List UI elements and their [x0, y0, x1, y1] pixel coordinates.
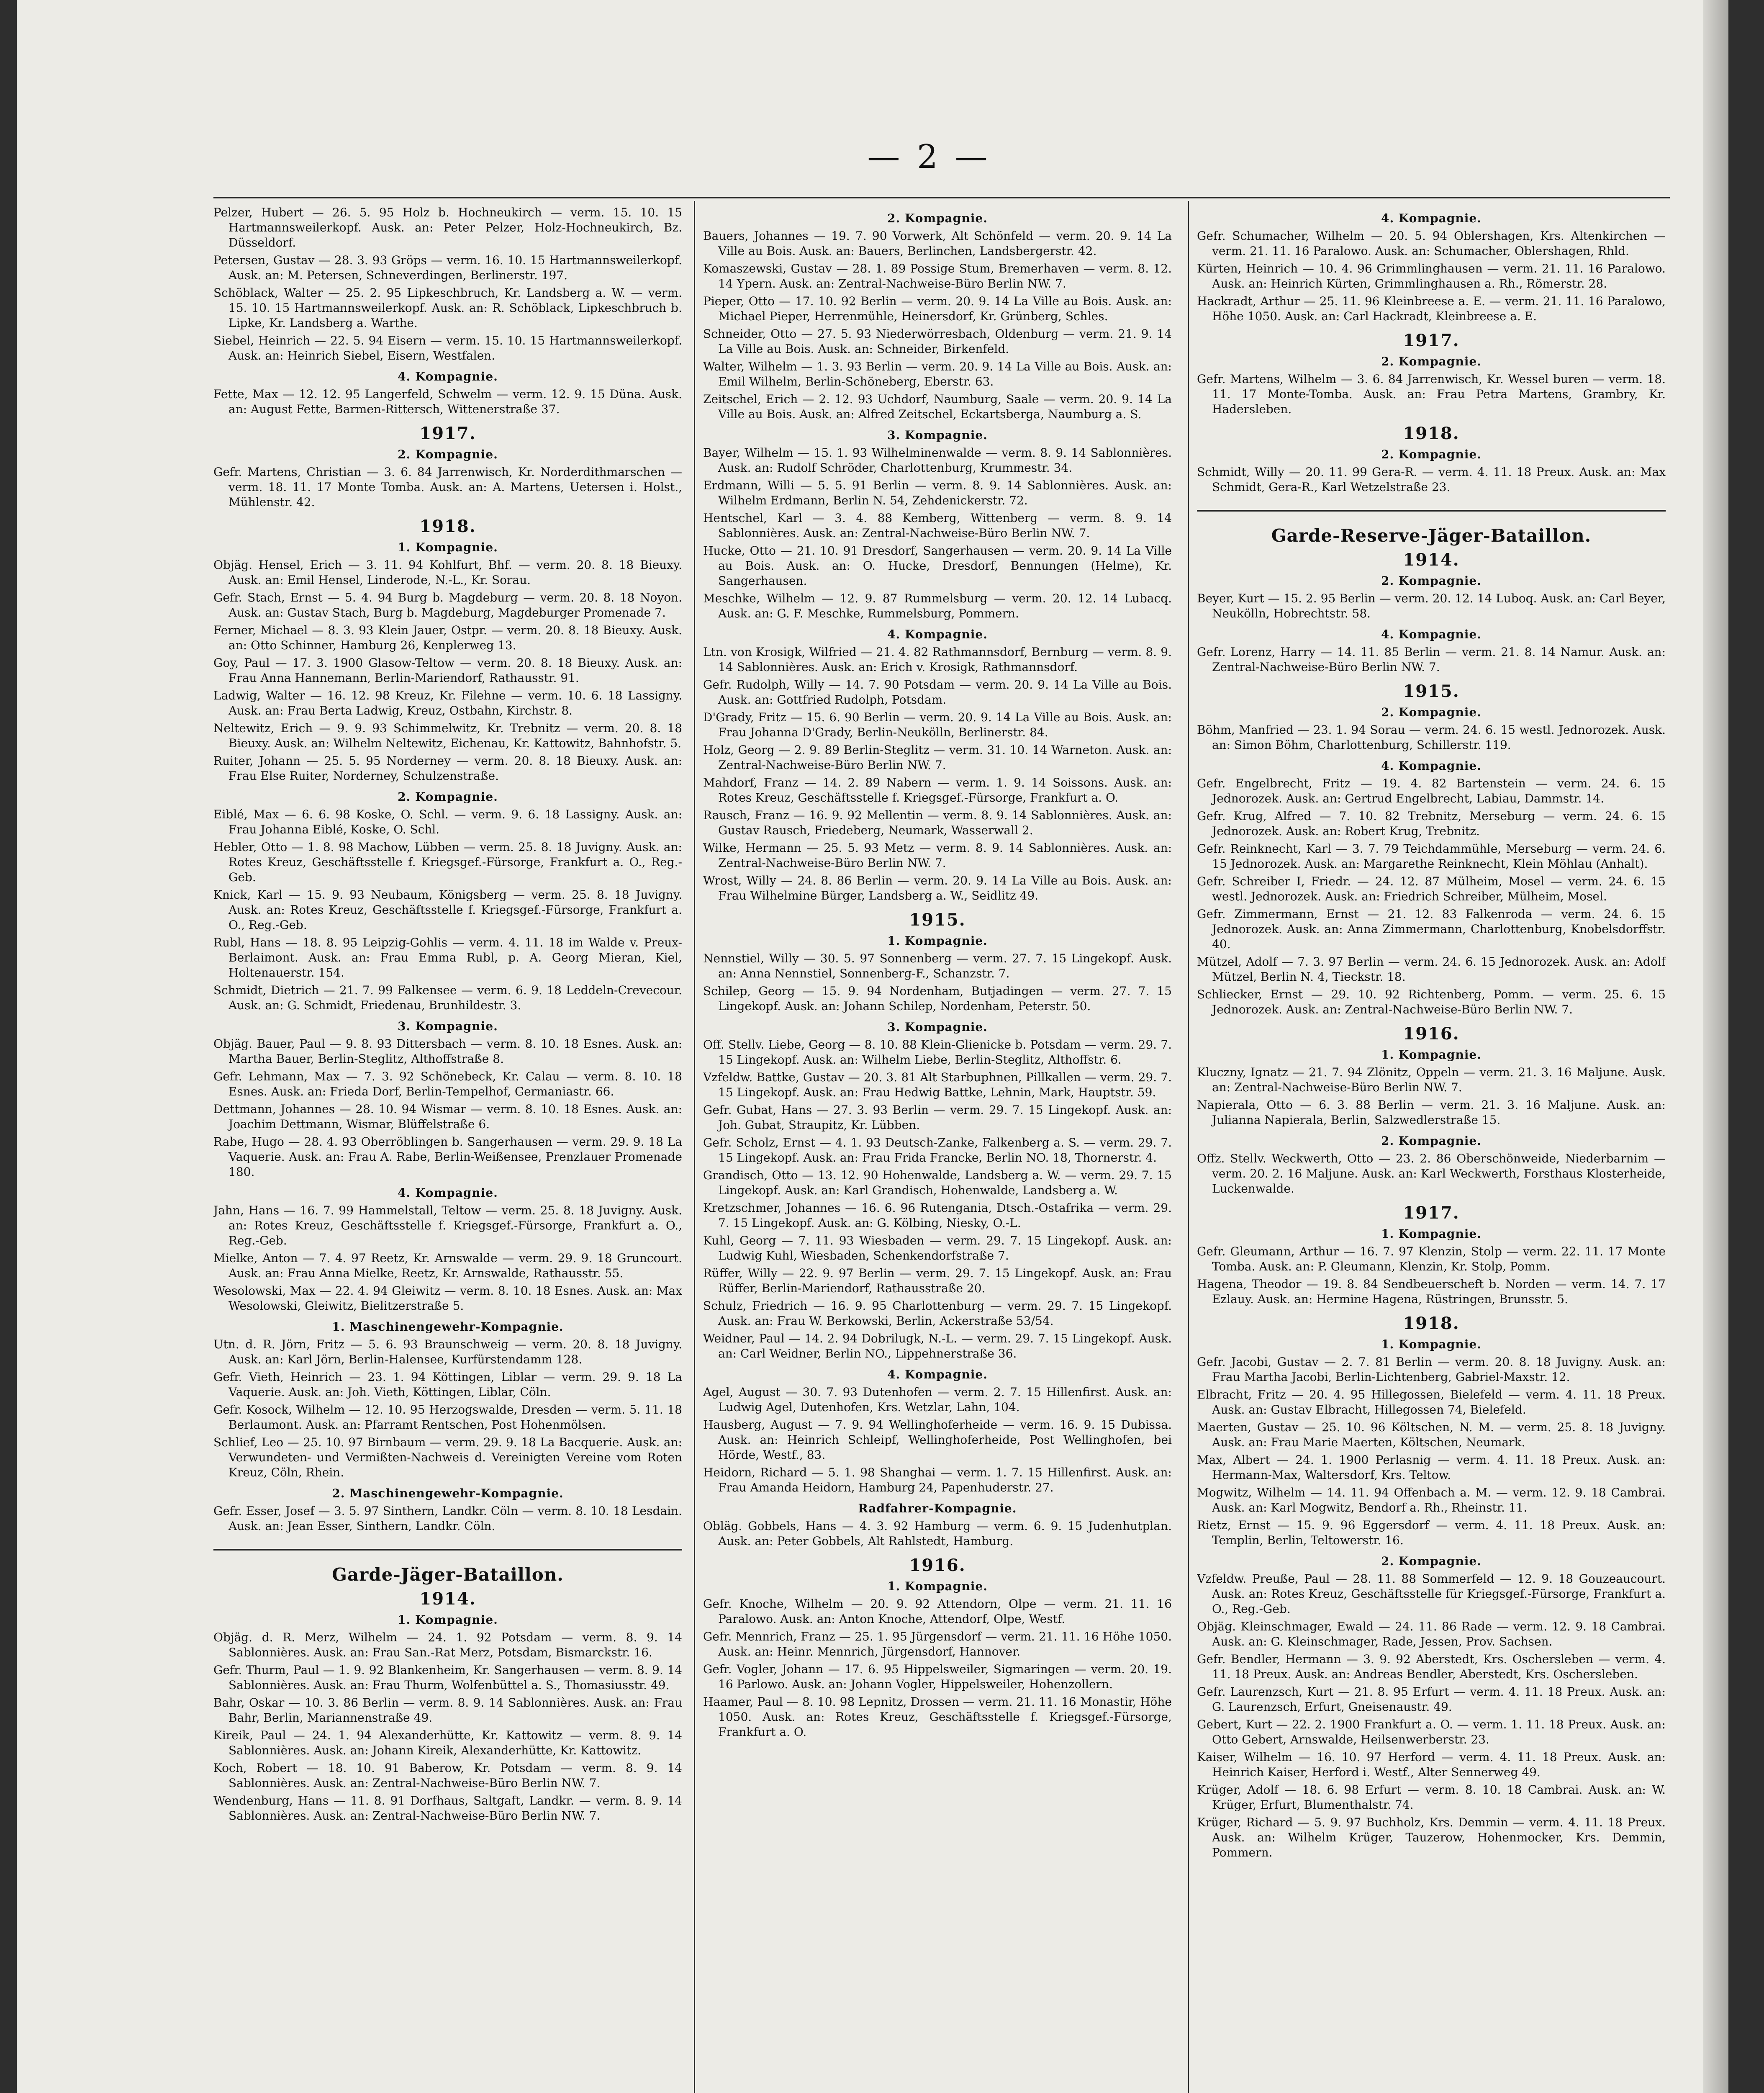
section-rule — [1197, 510, 1666, 512]
casualty-entry: Kluczny, Ignatz — 21. 7. 94 Zlönitz, Oppeln — verm. 21. 3. 16 Maljune. Ausk. an: Zentral-Nachweise-Büro Berlin NW. 7. — [1197, 1065, 1666, 1094]
casualty-entry: Jahn, Hans — 16. 7. 99 Hammelstall, Teltow — verm. 25. 8. 18 Juvigny. Ausk. an: Rotes Kreuz, Geschäftsstelle f. Kriegsgef.-Fürsorge, Frankfurt a. O., Reg.-Geb. — [213, 1203, 682, 1247]
casualty-entry: Gefr. Vieth, Heinrich — 23. 1. 94 Köttingen, Liblar — verm. 29. 9. 18 La Vaquerie. Ausk. an: Joh. Vieth, Köttingen, Liblar, Cöln. — [213, 1370, 682, 1399]
casualty-entry: Kretzschmer, Johannes — 16. 6. 96 Rutengania, Dtsch.-Ostafrika — verm. 29. 7. 15 Lingekopf. Ausk. an: G. Kölbing, Niesky, O.-L. — [703, 1201, 1172, 1230]
casualty-entry: Gefr. Zimmermann, Ernst — 21. 12. 83 Falkenroda — verm. 24. 6. 15 Jednorozek. Ausk. an: Anna Zimmermann, Charlottenburg, Knobelsdorffstr. 40. — [1197, 907, 1666, 951]
year-heading: 1915. — [909, 910, 966, 930]
casualty-entry: Gefr. Scholz, Ernst — 4. 1. 93 Deutsch-Zanke, Falkenberg a. S. — verm. 29. 7. 15 Lingekopf. Ausk. an: Frau Frida Francke, Berlin NO. 18, Thornerstr. 4. — [703, 1136, 1172, 1165]
casualty-entry: Vzfeldw. Preuße, Paul — 28. 11. 88 Sommerfeld — 12. 9. 18 Gouzeaucourt. Ausk. an: Rotes Kreuz, Geschäftsstelle für Kriegsgef.-Fürsorge, Frankfurt a. O., Reg.-Geb. — [1197, 1572, 1666, 1616]
casualty-entry: Schulz, Friedrich — 16. 9. 95 Charlottenburg — verm. 29. 7. 15 Lingekopf. Ausk. an: Frau W. Berkowski, Berlin, Ackerstraße 53/54. — [703, 1299, 1172, 1328]
casualty-entry: Gefr. Krug, Alfred — 7. 10. 82 Trebnitz, Merseburg — verm. 24. 6. 15 Jednorozek. Ausk. an: Robert Krug, Trebnitz. — [1197, 809, 1666, 838]
casualty-entry: Rausch, Franz — 16. 9. 92 Mellentin — verm. 8. 9. 14 Sablonnières. Ausk. an: Gustav Rausch, Friedeberg, Neumark, Wasserwall 2. — [703, 808, 1172, 837]
company-heading: 1. Kompagnie. — [398, 1613, 498, 1627]
company-heading: 1. Kompagnie. — [887, 1579, 988, 1593]
casualty-entry: Böhm, Manfried — 23. 1. 94 Sorau — verm. 24. 6. 15 westl. Jednorozek. Ausk. an: Simon Böhm, Charlottenburg, Schillerstr. 119. — [1197, 723, 1666, 752]
casualty-entry: Krüger, Richard — 5. 9. 97 Buchholz, Krs. Demmin — verm. 4. 11. 18 Preux. Ausk. an: Wilhelm Krüger, Tauzerow, Hohenmocker, Krs. Demmin, Pommern. — [1197, 1815, 1666, 1859]
casualty-entry: Napierala, Otto — 6. 3. 88 Berlin — verm. 21. 3. 16 Maljune. Ausk. an: Julianna Napierala, Berlin, Salzwedlerstraße 15. — [1197, 1098, 1666, 1127]
casualty-entry: Maerten, Gustav — 25. 10. 96 Költschen, N. M. — verm. 25. 8. 18 Juvigny. Ausk. an: Frau Marie Maerten, Költschen, Neumark. — [1197, 1420, 1666, 1449]
company-heading: 4. Kompagnie. — [1381, 759, 1482, 773]
casualty-entry: Gefr. Schreiber I, Friedr. — 24. 12. 87 Mülheim, Mosel — verm. 24. 6. 15 westl. Jednorozek. Ausk. an: Friedrich Schreiber, Mülheim, Mosel. — [1197, 874, 1666, 903]
casualty-entry: Grandisch, Otto — 13. 12. 90 Hohenwalde, Landsberg a. W. — verm. 29. 7. 15 Lingekopf. Ausk. an: Karl Grandisch, Hohenwalde, Landsberg a. W. — [703, 1168, 1172, 1197]
casualty-entry: Rabe, Hugo — 28. 4. 93 Oberröblingen b. Sangerhausen — verm. 29. 9. 18 La Vaquerie. Ausk. an: Frau A. Rabe, Berlin-Weißensee, Prenzlauer Promenade 180. — [213, 1135, 682, 1179]
column-divider — [1188, 201, 1189, 2093]
casualty-entry: Ruiter, Johann — 25. 5. 95 Norderney — verm. 20. 8. 18 Bieuxy. Ausk. an: Frau Else Ruiter, Norderney, Schulzenstraße. — [213, 754, 682, 783]
company-heading: 2. Kompagnie. — [1381, 1134, 1482, 1148]
company-heading: 1. Maschinengewehr-Kompagnie. — [332, 1320, 564, 1334]
company-heading: 3. Kompagnie. — [887, 428, 988, 442]
company-heading: Radfahrer-Kompagnie. — [858, 1502, 1017, 1515]
casualty-entry: Gefr. Knoche, Wilhelm — 20. 9. 92 Attendorn, Olpe — verm. 21. 11. 16 Paralowo. Ausk. an: Anton Knoche, Attendorf, Olpe, Westf. — [703, 1597, 1172, 1626]
casualty-entry: Krüger, Adolf — 18. 6. 98 Erfurt — verm. 8. 10. 18 Cambrai. Ausk. an: W. Krüger, Erfurt, Blumenthalstr. 74. — [1197, 1783, 1666, 1812]
casualty-entry: Mogwitz, Wilhelm — 14. 11. 94 Offenbach a. M. — verm. 12. 9. 18 Cambrai. Ausk. an: Karl Mogwitz, Bendorf a. Rh., Rheinstr. 11. — [1197, 1486, 1666, 1514]
year-heading: 1916. — [1403, 1024, 1460, 1044]
casualty-entry: Zeitschel, Erich — 2. 12. 93 Uchdorf, Naumburg, Saale — verm. 20. 9. 14 La Ville au Bois. Ausk. an: Alfred Zeitschel, Eckartsberga, Naumburg a. S. — [703, 392, 1172, 421]
battalion-title: Garde-Reserve-Jäger-Bataillon. — [1271, 525, 1592, 546]
casualty-entry: Schlief, Leo — 25. 10. 97 Birnbaum — verm. 29. 9. 18 La Bacquerie. Ausk. an: Verwundeten- und Vermißten-Nachweis d. Vereinigten Vereine vom Roten Kreuz, Cöln, Rhein. — [213, 1435, 682, 1479]
casualty-entry: Mielke, Anton — 7. 4. 97 Reetz, Kr. Arnswalde — verm. 29. 9. 18 Gruncourt. Ausk. an: Frau Anna Mielke, Reetz, Kr. Arnswalde, Rathausstr. 55. — [213, 1251, 682, 1280]
casualty-entry: Wrost, Willy — 24. 8. 86 Berlin — verm. 20. 9. 14 La Ville au Bois. Ausk. an: Frau Wilhelmine Bürger, Landsberg a. W., Seidlitz 49. — [703, 874, 1172, 903]
company-heading: 2. Kompagnie. — [1381, 574, 1482, 588]
casualty-entry: Mahdorf, Franz — 14. 2. 89 Nabern — verm. 1. 9. 14 Soissons. Ausk. an: Rotes Kreuz, Geschäftsstelle f. Kriegsgef.-Fürsorge, Frankfurt a. O. — [703, 776, 1172, 805]
company-heading: 1. Kompagnie. — [398, 540, 498, 554]
casualty-entry: Wesolowski, Max — 22. 4. 94 Gleiwitz — verm. 8. 10. 18 Esnes. Ausk. an: Max Wesolowski, Gleiwitz, Bielitzerstraße 5. — [213, 1284, 682, 1313]
casualty-entry: Objäg. Hensel, Erich — 3. 11. 94 Kohlfurt, Bhf. — verm. 20. 8. 18 Bieuxy. Ausk. an: Emil Hensel, Linderode, N.-L., Kr. Sorau. — [213, 558, 682, 587]
company-heading: 2. Kompagnie. — [1381, 355, 1482, 368]
casualty-entry: Fette, Max — 12. 12. 95 Langerfeld, Schwelm — verm. 12. 9. 15 Düna. Ausk. an: August Fette, Barmen-Rittersch, Wittenerstraße 37. — [213, 387, 682, 416]
casualty-entry: Gefr. Thurm, Paul — 1. 9. 92 Blankenheim, Kr. Sangerhausen — verm. 8. 9. 14 Sablonnières. Ausk. an: Frau Thurm, Wolfenbüttel a. S., Thomasiusstr. 49. — [213, 1663, 682, 1692]
casualty-entry: Obläg. Gobbels, Hans — 4. 3. 92 Hamburg — verm. 6. 9. 15 Judenhutplan. Ausk. an: Peter Gobbels, Alt Rahlstedt, Hamburg. — [703, 1519, 1172, 1548]
casualty-entry: Kuhl, Georg — 7. 11. 93 Wiesbaden — verm. 29. 7. 15 Lingekopf. Ausk. an: Ludwig Kuhl, Wiesbaden, Schenkendorfstraße 7. — [703, 1234, 1172, 1262]
casualty-entry: Meschke, Wilhelm — 12. 9. 87 Rummelsburg — verm. 20. 12. 14 Lubacq. Ausk. an: G. F. Meschke, Rummelsburg, Pommern. — [703, 591, 1172, 620]
page-edge-shadow — [1703, 0, 1728, 2093]
casualty-entry: Gefr. Laurenzsch, Kurt — 21. 8. 95 Erfurt — verm. 4. 11. 18 Preux. Ausk. an: G. Laurenzsch, Erfurt, Gneisenaustr. 49. — [1197, 1685, 1666, 1714]
casualty-entry: Schmidt, Willy — 20. 11. 99 Gera-R. — verm. 4. 11. 18 Preux. Ausk. an: Max Schmidt, Gera-R., Karl Wetzelstraße 23. — [1197, 465, 1666, 494]
column-divider — [694, 201, 695, 2093]
casualty-entry: Gefr. Jacobi, Gustav — 2. 7. 81 Berlin — verm. 20. 8. 18 Juvigny. Ausk. an: Frau Martha Jacobi, Berlin-Lichtenberg, Gabriel-Maxstr. 12. — [1197, 1355, 1666, 1384]
casualty-entry: Wilke, Hermann — 25. 5. 93 Metz — verm. 8. 9. 14 Sablonnières. Ausk. an: Zentral-Nachweise-Büro Berlin NW. 7. — [703, 841, 1172, 870]
section-rule — [213, 1549, 682, 1550]
company-heading: 2. Maschinengewehr-Kompagnie. — [332, 1486, 564, 1500]
casualty-entry: Bayer, Wilhelm — 15. 1. 93 Wilhelminenwalde — verm. 8. 9. 14 Sablonnières. Ausk. an: Rudolf Schröder, Charlottenburg, Krummestr. 34. — [703, 446, 1172, 475]
year-heading: 1914. — [419, 1589, 476, 1609]
casualty-entry: Gefr. Gubat, Hans — 27. 3. 93 Berlin — verm. 29. 7. 15 Lingekopf. Ausk. an: Joh. Gubat, Straupitz, Kr. Lübben. — [703, 1103, 1172, 1132]
casualty-entry: Agel, August — 30. 7. 93 Dutenhofen — verm. 2. 7. 15 Hillenfirst. Ausk. an: Ludwig Agel, Dutenhofen, Krs. Wetzlar, Lahn, 104. — [703, 1385, 1172, 1414]
casualty-entry: Gefr. Martens, Christian — 3. 6. 84 Jarrenwisch, Kr. Norderdithmarschen — verm. 18. 11. 17 Monte Tomba. Ausk. an: A. Martens, Uetersen i. Holst., Mühlenstr. 42. — [213, 465, 682, 509]
casualty-entry: Gefr. Kosock, Wilhelm — 12. 10. 95 Herzogswalde, Dresden — verm. 5. 11. 18 Berlaumont. Ausk. an: Pfarramt Rentschen, Post Hohenmölsen. — [213, 1403, 682, 1432]
company-heading: 2. Kompagnie. — [1381, 1554, 1482, 1568]
casualty-entry: Pelzer, Hubert — 26. 5. 95 Holz b. Hochneukirch — verm. 15. 10. 15 Hartmannsweilerkopf. Ausk. an: Peter Pelzer, Holz-Hochneukirch, Bz. Düsseldorf. — [213, 206, 682, 249]
casualty-entry: Pieper, Otto — 17. 10. 92 Berlin — verm. 20. 9. 14 La Ville au Bois. Ausk. an: Michael Pieper, Herrenmühle, Heinersdorf, Kr. Grünberg, Schles. — [703, 294, 1172, 323]
year-heading: 1914. — [1403, 550, 1460, 570]
casualty-entry: Siebel, Heinrich — 22. 5. 94 Eisern — verm. 15. 10. 15 Hartmannsweilerkopf. Ausk. an: Heinrich Siebel, Eisern, Westfalen. — [213, 334, 682, 363]
casualty-entry: Ladwig, Walter — 16. 12. 98 Kreuz, Kr. Filehne — verm. 10. 6. 18 Lassigny. Ausk. an: Frau Berta Ladwig, Kreuz, Ostbahn, Kirchstr. 8. — [213, 689, 682, 717]
casualty-entry: Kireik, Paul — 24. 1. 94 Alexanderhütte, Kr. Kattowitz — verm. 8. 9. 14 Sablonnières. Ausk. an: Johann Kireik, Alexanderhütte, Kr. Kattowitz. — [213, 1728, 682, 1757]
page-number: — 2 — — [867, 138, 991, 176]
casualty-entry: Hagena, Theodor — 19. 8. 84 Sendbeuerscheft b. Norden — verm. 14. 7. 17 Ezlauy. Ausk. an: Hermine Hagena, Rüstringen, Brunsstr. 5. — [1197, 1277, 1666, 1306]
casualty-entry: Objäg. Kleinschmager, Ewald — 24. 11. 86 Rade — verm. 12. 9. 18 Cambrai. Ausk. an: G. Kleinschmager, Rade, Jessen, Prov. Sachsen. — [1197, 1620, 1666, 1648]
casualty-entry: Offz. Stellv. Weckwerth, Otto — 23. 2. 86 Oberschönweide, Niederbarnim — verm. 20. 2. 16 Maljune. Ausk. an: Karl Weckwerth, Forsthaus Klosterheide, Luckenwalde. — [1197, 1152, 1666, 1196]
casualty-entry: Gefr. Lorenz, Harry — 14. 11. 85 Berlin — verm. 21. 8. 14 Namur. Ausk. an: Zentral-Nachweise-Büro Berlin NW. 7. — [1197, 645, 1666, 674]
company-heading: 1. Kompagnie. — [1381, 1227, 1482, 1241]
year-heading: 1918. — [1403, 1314, 1460, 1333]
header-rule — [213, 197, 1670, 198]
casualty-entry: Beyer, Kurt — 15. 2. 95 Berlin — verm. 20. 12. 14 Luboq. Ausk. an: Carl Beyer, Neukölln, Hobrechtstr. 58. — [1197, 591, 1666, 620]
casualty-entry: Ferner, Michael — 8. 3. 93 Klein Jauer, Ostpr. — verm. 20. 8. 18 Bieuxy. Ausk. an: Otto Schinner, Hamburg 26, Kenplerweg 13. — [213, 623, 682, 652]
casualty-entry: Off. Stellv. Liebe, Georg — 8. 10. 88 Klein-Glienicke b. Potsdam — verm. 29. 7. 15 Lingekopf. Ausk. an: Wilhelm Liebe, Berlin-Steglitz, Althoffstr. 6. — [703, 1038, 1172, 1067]
company-heading: 2. Kompagnie. — [1381, 447, 1482, 461]
battalion-title: Garde-Jäger-Bataillon. — [332, 1564, 564, 1585]
casualty-entry: Gefr. Vogler, Johann — 17. 6. 95 Hippelsweiler, Sigmaringen — verm. 20. 19. 16 Parlowo. Ausk. an: Johann Vogler, Hippelsweiler, Hohenzollern. — [703, 1662, 1172, 1691]
casualty-entry: Gefr. Bendler, Hermann — 3. 9. 92 Aberstedt, Krs. Oschersleben — verm. 4. 11. 18 Preux. Ausk. an: Andreas Bendler, Aberstedt, Krs. Oschersleben. — [1197, 1652, 1666, 1681]
casualty-entry: Schilep, Georg — 15. 9. 94 Nordenham, Butjadingen — verm. 27. 7. 15 Lingekopf. Ausk. an: Johann Schilep, Nordenham, Peterstr. 50. — [703, 984, 1172, 1013]
year-heading: 1917. — [419, 424, 476, 443]
company-heading: 3. Kompagnie. — [398, 1019, 498, 1033]
casualty-entry: Hausberg, August — 7. 9. 94 Wellinghoferheide — verm. 16. 9. 15 Dubissa. Ausk. an: Heinrich Schleipf, Wellinghoferheide, Post Wellinghofen, bei Hörde, Westf., 83. — [703, 1418, 1172, 1462]
year-heading: 1915. — [1403, 681, 1460, 701]
casualty-entry: Gefr. Reinknecht, Karl — 3. 7. 79 Teichdammühle, Merseburg — verm. 24. 6. 15 Jednorozek. Ausk. an: Margarethe Reinknecht, Klein Möhlau (Anhalt). — [1197, 842, 1666, 871]
casualty-entry: Neltewitz, Erich — 9. 9. 93 Schimmelwitz, Kr. Trebnitz — verm. 20. 8. 18 Bieuxy. Ausk. an: Wilhelm Neltewitz, Eichenau, Kr. Kattowitz, Bahnhofstr. 5. — [213, 721, 682, 750]
casualty-entry: Hucke, Otto — 21. 10. 91 Dresdorf, Sangerhausen — verm. 20. 9. 14 La Ville au Bois. Ausk. an: O. Hucke, Dresdorf, Bennungen (Helme), Kr. Sangerhausen. — [703, 544, 1172, 588]
casualty-entry: Ltn. von Krosigk, Wilfried — 21. 4. 82 Rathmannsdorf, Bernburg — verm. 8. 9. 14 Sablonnières. Ausk. an: Erich v. Krosigk, Rathmannsdorf. — [703, 645, 1172, 674]
casualty-entry: Objäg. d. R. Merz, Wilhelm — 24. 1. 92 Potsdam — verm. 8. 9. 14 Sablonnières. Ausk. an: Frau San.-Rat Merz, Potsdam, Bismarckstr. 16. — [213, 1630, 682, 1659]
casualty-entry: Walter, Wilhelm — 1. 3. 93 Berlin — verm. 20. 9. 14 La Ville au Bois. Ausk. an: Emil Wilhelm, Berlin-Schöneberg, Eberstr. 63. — [703, 360, 1172, 388]
casualty-entry: Petersen, Gustav — 28. 3. 93 Gröps — verm. 16. 10. 15 Hartmannsweilerkopf. Ausk. an: M. Petersen, Schneverdingen, Berlinerstr. 197. — [213, 253, 682, 282]
casualty-entry: Gefr. Martens, Wilhelm — 3. 6. 84 Jarrenwisch, Kr. Wessel buren — verm. 18. 11. 17 Monte-Tomba. Ausk. an: Frau Petra Martens, Grambry, Kr. Hadersleben. — [1197, 372, 1666, 416]
casualty-entry: Hackradt, Arthur — 25. 11. 96 Kleinbreese a. E. — verm. 21. 11. 16 Paralowo, Höhe 1050. Ausk. an: Carl Hackradt, Kleinbreese a. E. — [1197, 294, 1666, 323]
company-heading: 2. Kompagnie. — [398, 447, 498, 461]
year-heading: 1918. — [419, 517, 476, 536]
company-heading: 4. Kompagnie. — [887, 1368, 988, 1381]
casualty-entry: Schöblack, Walter — 25. 2. 95 Lipkeschbruch, Kr. Landsberg a. W. — verm. 15. 10. 15 Hartmannsweilerkopf. Ausk. an: R. Schöblack, Lipkeschbruch b. Lipke, Kr. Landsberg a. Warthe. — [213, 286, 682, 330]
casualty-entry: Gebert, Kurt — 22. 2. 1900 Frankfurt a. O. — verm. 1. 11. 18 Preux. Ausk. an: Otto Gebert, Arnswalde, Heilsenwerberstr. 23. — [1197, 1718, 1666, 1746]
company-heading: 3. Kompagnie. — [887, 1020, 988, 1034]
company-heading: 2. Kompagnie. — [887, 211, 988, 225]
casualty-entry: Weidner, Paul — 14. 2. 94 Dobrilugk, N.-L. — verm. 29. 7. 15 Lingekopf. Ausk. an: Carl Weidner, Berlin NO., Lippehnerstraße 36. — [703, 1332, 1172, 1360]
casualty-entry: Wendenburg, Hans — 11. 8. 91 Dorfhaus, Saltgaft, Landkr. — verm. 8. 9. 14 Sablonnières. Ausk. an: Zentral-Nachweise-Büro Berlin NW. 7. — [213, 1794, 682, 1823]
casualty-entry: Gefr. Mennrich, Franz — 25. 1. 95 Jürgensdorf — verm. 21. 11. 16 Höhe 1050. Ausk. an: Heinr. Mennrich, Jürgensdorf, Hannover. — [703, 1630, 1172, 1658]
casualty-entry: Hentschel, Karl — 3. 4. 88 Kemberg, Wittenberg — verm. 8. 9. 14 Sablonnières. Ausk. an: Zentral-Nachweise-Büro Berlin NW. 7. — [703, 511, 1172, 540]
company-heading: 4. Kompagnie. — [1381, 211, 1482, 225]
year-heading: 1916. — [909, 1556, 966, 1575]
casualty-entry: D'Grady, Fritz — 15. 6. 90 Berlin — verm. 20. 9. 14 La Ville au Bois. Ausk. an: Frau Johanna D'Grady, Berlin-Neukölln, Berlinerstr. 84. — [703, 710, 1172, 739]
casualty-entry: Haamer, Paul — 8. 10. 98 Lepnitz, Drossen — verm. 21. 11. 16 Monastir, Höhe 1050. Ausk. an: Rotes Kreuz, Geschäftsstelle f. Kriegsgef.-Fürsorge, Frankfurt a. O. — [703, 1695, 1172, 1739]
casualty-entry: Kürten, Heinrich — 10. 4. 96 Grimmlinghausen — verm. 21. 11. 16 Paralowo. Ausk. an: Heinrich Kürten, Grimmlinghausen a. Rh., Römerstr. 28. — [1197, 262, 1666, 291]
column-right — [1197, 205, 1666, 2093]
company-heading: 1. Kompagnie. — [1381, 1337, 1482, 1351]
company-heading: 4. Kompagnie. — [1381, 627, 1482, 641]
casualty-entry: Eiblé, Max — 6. 6. 98 Koske, O. Schl. — verm. 9. 6. 18 Lassigny. Ausk. an: Frau Johanna Eiblé, Koske, O. Schl. — [213, 807, 682, 836]
casualty-entry: Heidorn, Richard — 5. 1. 98 Shanghai — verm. 1. 7. 15 Hillenfirst. Ausk. an: Frau Amanda Heidorn, Hamburg 24, Papenhuderstr. 27. — [703, 1466, 1172, 1494]
casualty-entry: Objäg. Bauer, Paul — 9. 8. 93 Dittersbach — verm. 8. 10. 18 Esnes. Ausk. an: Martha Bauer, Berlin-Steglitz, Althoffstraße 8. — [213, 1037, 682, 1066]
casualty-entry: Gefr. Lehmann, Max — 7. 3. 92 Schönebeck, Kr. Calau — verm. 8. 10. 18 Esnes. Ausk. an: Frieda Dorf, Berlin-Tempelhof, Germaniastr. 66. — [213, 1070, 682, 1098]
casualty-entry: Rüffer, Willy — 22. 9. 97 Berlin — verm. 29. 7. 15 Lingekopf. Ausk. an: Frau Rüffer, Berlin-Mariendorf, Rathausstraße 20. — [703, 1266, 1172, 1295]
casualty-entry: Gefr. Stach, Ernst — 5. 4. 94 Burg b. Magdeburg — verm. 20. 8. 18 Noyon. Ausk. an: Gustav Stach, Burg b. Magdeburg, Magdeburger Promenade 7. — [213, 591, 682, 620]
casualty-entry: Bauers, Johannes — 19. 7. 90 Vorwerk, Alt Schönfeld — verm. 20. 9. 14 La Ville au Bois. Ausk. an: Bauers, Berlinchen, Landsbergerstr. 42. — [703, 229, 1172, 258]
column-middle — [703, 205, 1172, 2093]
casualty-entry: Gefr. Engelbrecht, Fritz — 19. 4. 82 Bartenstein — verm. 24. 6. 15 Jednorozek. Ausk. an: Gertrud Engelbrecht, Labiau, Dammstr. 14. — [1197, 777, 1666, 805]
year-heading: 1917. — [1403, 331, 1460, 350]
casualty-entry: Kaiser, Wilhelm — 16. 10. 97 Herford — verm. 4. 11. 18 Preux. Ausk. an: Heinrich Kaiser, Herford i. Westf., Alter Sennerweg 49. — [1197, 1750, 1666, 1779]
casualty-entry: Mützel, Adolf — 7. 3. 97 Berlin — verm. 24. 6. 15 Jednorozek. Ausk. an: Adolf Mützel, Berlin N. 4, Tieckstr. 18. — [1197, 955, 1666, 984]
company-heading: 1. Kompagnie. — [1381, 1048, 1482, 1062]
casualty-entry: Rietz, Ernst — 15. 9. 96 Eggersdorf — verm. 4. 11. 18 Preux. Ausk. an: Templin, Berlin, Teltowerstr. 16. — [1197, 1518, 1666, 1547]
casualty-entry: Koch, Robert — 18. 10. 91 Baberow, Kr. Potsdam — verm. 8. 9. 14 Sablonnières. Ausk. an: Zentral-Nachweise-Büro Berlin NW. 7. — [213, 1761, 682, 1790]
casualty-entry: Schneider, Otto — 27. 5. 93 Niederwörresbach, Oldenburg — verm. 21. 9. 14 La Ville au Bois. Ausk. an: Schneider, Birkenfeld. — [703, 327, 1172, 356]
company-heading: 4. Kompagnie. — [887, 627, 988, 641]
casualty-entry: Hebler, Otto — 1. 8. 98 Machow, Lübben — verm. 25. 8. 18 Juvigny. Ausk. an: Rotes Kreuz, Geschäftsstelle f. Kriegsgef.-Fürsorge, Frankfurt a. O., Reg.-Geb. — [213, 840, 682, 884]
casualty-entry: Gefr. Esser, Josef — 3. 5. 97 Sinthern, Landkr. Cöln — verm. 8. 10. 18 Lesdain. Ausk. an: Jean Esser, Sinthern, Landkr. Cöln. — [213, 1504, 682, 1533]
casualty-entry: Schliecker, Ernst — 29. 10. 92 Richtenberg, Pomm. — verm. 25. 6. 15 Jednorozek. Ausk. an: Zentral-Nachweise-Büro Berlin NW. 7. — [1197, 987, 1666, 1016]
casualty-entry: Elbracht, Fritz — 20. 4. 95 Hillegossen, Bielefeld — verm. 4. 11. 18 Preux. Ausk. an: Gustav Elbracht, Hillegossen 74, Bielefeld. — [1197, 1388, 1666, 1417]
company-heading: 4. Kompagnie. — [398, 370, 498, 383]
casualty-entry: Utn. d. R. Jörn, Fritz — 5. 6. 93 Braunschweig — verm. 20. 8. 18 Juvigny. Ausk. an: Karl Jörn, Berlin-Halensee, Kurfürstendamm 128. — [213, 1337, 682, 1366]
casualty-entry: Bahr, Oskar — 10. 3. 86 Berlin — verm. 8. 9. 14 Sablonnières. Ausk. an: Frau Bahr, Berlin, Mariannenstraße 49. — [213, 1696, 682, 1725]
casualty-entry: Nennstiel, Willy — 30. 5. 97 Sonnenberg — verm. 27. 7. 15 Lingekopf. Ausk. an: Anna Nennstiel, Sonnenberg-F., Schanzstr. 7. — [703, 951, 1172, 980]
year-heading: 1918. — [1403, 424, 1460, 443]
casualty-entry: Holz, Georg — 2. 9. 89 Berlin-Steglitz — verm. 31. 10. 14 Warneton. Ausk. an: Zentral-Nachweise-Büro Berlin NW. 7. — [703, 743, 1172, 772]
casualty-entry: Knick, Karl — 15. 9. 93 Neubaum, Königsberg — verm. 25. 8. 18 Juvigny. Ausk. an: Rotes Kreuz, Geschäftsstelle f. Kriegsgef.-Fürsorge, Frankfurt a. O., Reg.-Geb. — [213, 888, 682, 932]
company-heading: 4. Kompagnie. — [398, 1186, 498, 1200]
casualty-entry: Gefr. Schumacher, Wilhelm — 20. 5. 94 Oblershagen, Krs. Altenkirchen — verm. 21. 11. 16 Paralowo. Ausk. an: Schumacher, Oblershagen, Rhld. — [1197, 229, 1666, 258]
company-heading: 2. Kompagnie. — [1381, 705, 1482, 719]
casualty-entry: Komaszewski, Gustav — 28. 1. 89 Possige Stum, Bremerhaven — verm. 8. 12. 14 Ypern. Ausk. an: Zentral-Nachweise-Büro Berlin NW. 7. — [703, 262, 1172, 291]
newspaper-page — [17, 0, 1728, 2093]
year-heading: 1917. — [1403, 1203, 1460, 1223]
casualty-entry: Gefr. Gleumann, Arthur — 16. 7. 97 Klenzin, Stolp — verm. 22. 11. 17 Monte Tomba. Ausk. an: P. Gleumann, Klenzin, Kr. Stolp, Pomm. — [1197, 1244, 1666, 1273]
casualty-entry: Gefr. Rudolph, Willy — 14. 7. 90 Potsdam — verm. 20. 9. 14 La Ville au Bois. Ausk. an: Gottfried Rudolph, Potsdam. — [703, 678, 1172, 707]
casualty-entry: Max, Albert — 24. 1. 1900 Perlasnig — verm. 4. 11. 18 Preux. Ausk. an: Hermann-Max, Waltersdorf, Krs. Teltow. — [1197, 1453, 1666, 1482]
casualty-entry: Erdmann, Willi — 5. 5. 91 Berlin — verm. 8. 9. 14 Sablonnières. Ausk. an: Wilhelm Erdmann, Berlin N. 54, Zehdenickerstr. 72. — [703, 478, 1172, 507]
casualty-entry: Vzfeldw. Battke, Gustav — 20. 3. 81 Alt Starbuphnen, Pillkallen — verm. 29. 7. 15 Lingekopf. Ausk. an: Frau Hedwig Battke, Lehnin, Mark, Hauptstr. 59. — [703, 1070, 1172, 1099]
casualty-entry: Goy, Paul — 17. 3. 1900 Glasow-Teltow — verm. 20. 8. 18 Bieuxy. Ausk. an: Frau Anna Hannemann, Berlin-Mariendorf, Rathausstr. 91. — [213, 656, 682, 685]
casualty-entry: Schmidt, Dietrich — 21. 7. 99 Falkensee — verm. 6. 9. 18 Leddeln-Crevecour. Ausk. an: G. Schmidt, Friedenau, Brunhildestr. 3. — [213, 983, 682, 1012]
casualty-entry: Rubl, Hans — 18. 8. 95 Leipzig-Gohlis — verm. 4. 11. 18 im Walde v. Preux-Berlaimont. Ausk. an: Frau Emma Rubl, p. A. Georg Mieran, Kiel, Holtenauerstr. 154. — [213, 936, 682, 980]
company-heading: 2. Kompagnie. — [398, 790, 498, 804]
company-heading: 1. Kompagnie. — [887, 934, 988, 948]
casualty-entry: Dettmann, Johannes — 28. 10. 94 Wismar — verm. 8. 10. 18 Esnes. Ausk. an: Joachim Dettmann, Wismar, Blüffelstraße 6. — [213, 1102, 682, 1131]
column-left — [213, 205, 682, 2093]
